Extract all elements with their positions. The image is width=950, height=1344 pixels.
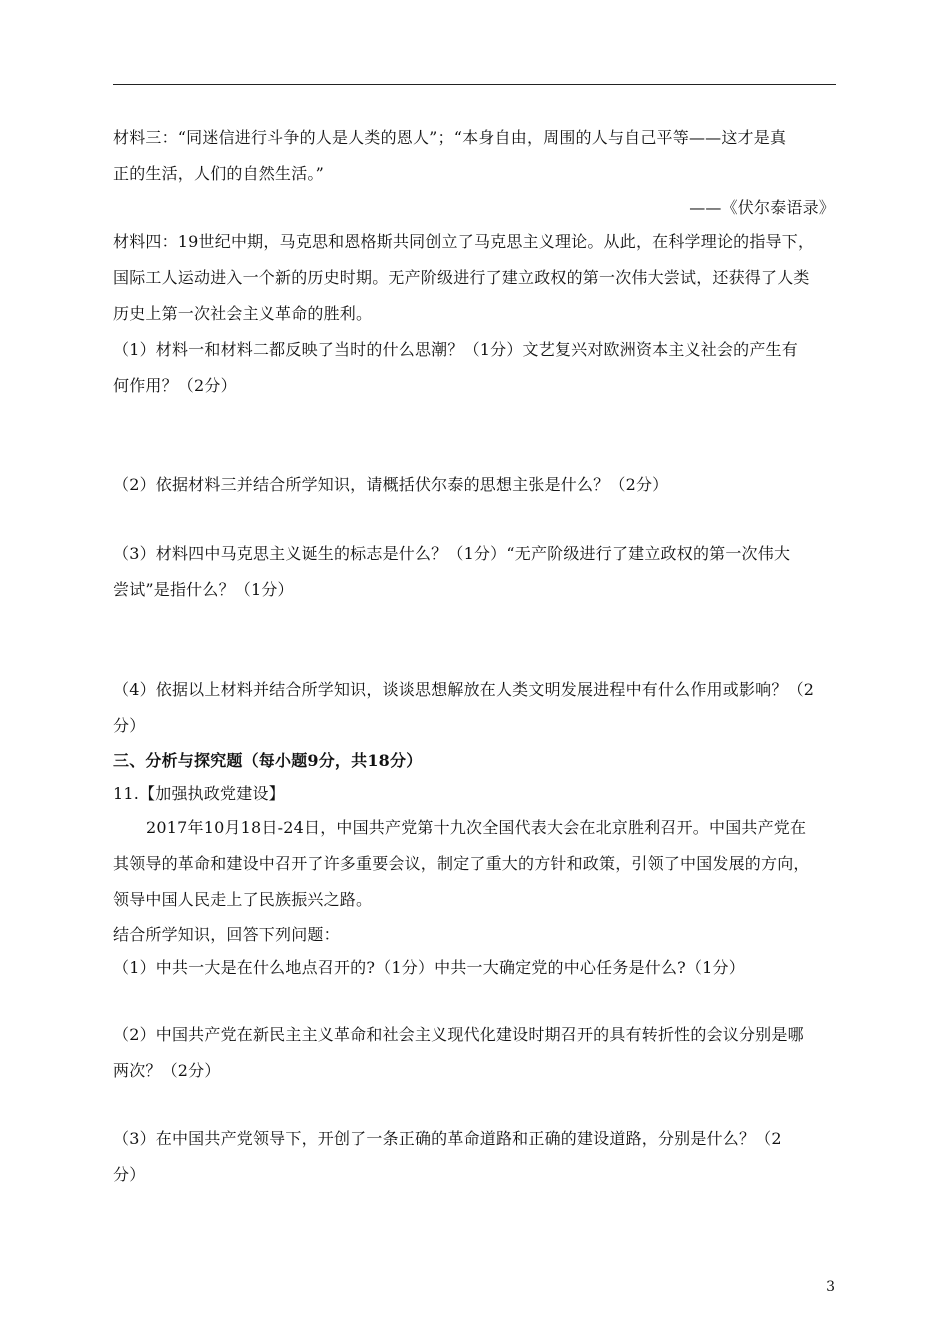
header-rule: [113, 84, 836, 85]
material-4-line-1: 材料四：19世纪中期，马克思和恩格斯共同创立了马克思主义理论。从此，在科学理论的指导下，: [113, 232, 815, 251]
question-11-title: 11.【加强执政党建设】: [113, 784, 285, 803]
material-3-line-1: 材料三：“同迷信进行斗争的人是人类的恩人”；“本身自由，周围的人与自己平等——这才是真: [113, 128, 787, 147]
material-4-line-3: 历史上第一次社会主义革命的胜利。: [113, 304, 373, 323]
question-4-line-2: 分）: [113, 716, 146, 735]
sub-question-1: （1）中共一大是在什么地点召开的?（1分）中共一大确定党的中心任务是什么?（1分）: [113, 958, 745, 977]
sub-question-2-line-1: （2）中国共产党在新民主主义革命和社会主义现代化建设时期召开的具有转折性的会议分别是哪: [113, 1025, 804, 1044]
question-2: （2）依据材料三并结合所学知识，请概括伏尔泰的思想主张是什么？（2分）: [113, 475, 669, 494]
passage-line-2: 其领导的革命和建设中召开了许多重要会议，制定了重大的方针和政策，引领了中国发展的方向，: [113, 854, 810, 873]
question-3-line-1: （3）材料四中马克思主义诞生的标志是什么？（1分）“无产阶级进行了建立政权的第一次伟大: [113, 544, 791, 563]
question-4-line-1: （4）依据以上材料并结合所学知识，谈谈思想解放在人类文明发展进程中有什么作用或影响？（2: [113, 680, 815, 699]
material-3-source: ——《伏尔泰语录》: [689, 198, 835, 217]
question-1-line-1: （1）材料一和材料二都反映了当时的什么思潮？（1分）文艺复兴对欧洲资本主义社会的产生有: [113, 340, 798, 359]
question-1-line-2: 何作用？（2分）: [113, 376, 237, 395]
page-number: 3: [826, 1279, 835, 1295]
passage-line-3: 领导中国人民走上了民族振兴之路。: [113, 890, 373, 909]
section-3-heading: 三、分析与探究题（每小题9分，共18分）: [113, 751, 423, 770]
passage-line-1: 2017年10月18日-24日，中国共产党第十九次全国代表大会在北京胜利召开。中国共产党在: [146, 818, 807, 837]
material-4-line-2: 国际工人运动进入一个新的历史时期。无产阶级进行了建立政权的第一次伟大尝试，还获得了人类: [113, 268, 810, 287]
sub-question-3-line-2: 分）: [113, 1165, 146, 1184]
material-3-line-2: 正的生活，人们的自然生活。”: [113, 164, 324, 183]
instruction-line: 结合所学知识，回答下列问题：: [113, 925, 340, 944]
sub-question-3-line-1: （3）在中国共产党领导下，开创了一条正确的革命道路和正确的建设道路，分别是什么？（2: [113, 1129, 782, 1148]
question-3-line-2: 尝试”是指什么？（1分）: [113, 580, 294, 599]
sub-question-2-line-2: 两次？（2分）: [113, 1061, 221, 1080]
